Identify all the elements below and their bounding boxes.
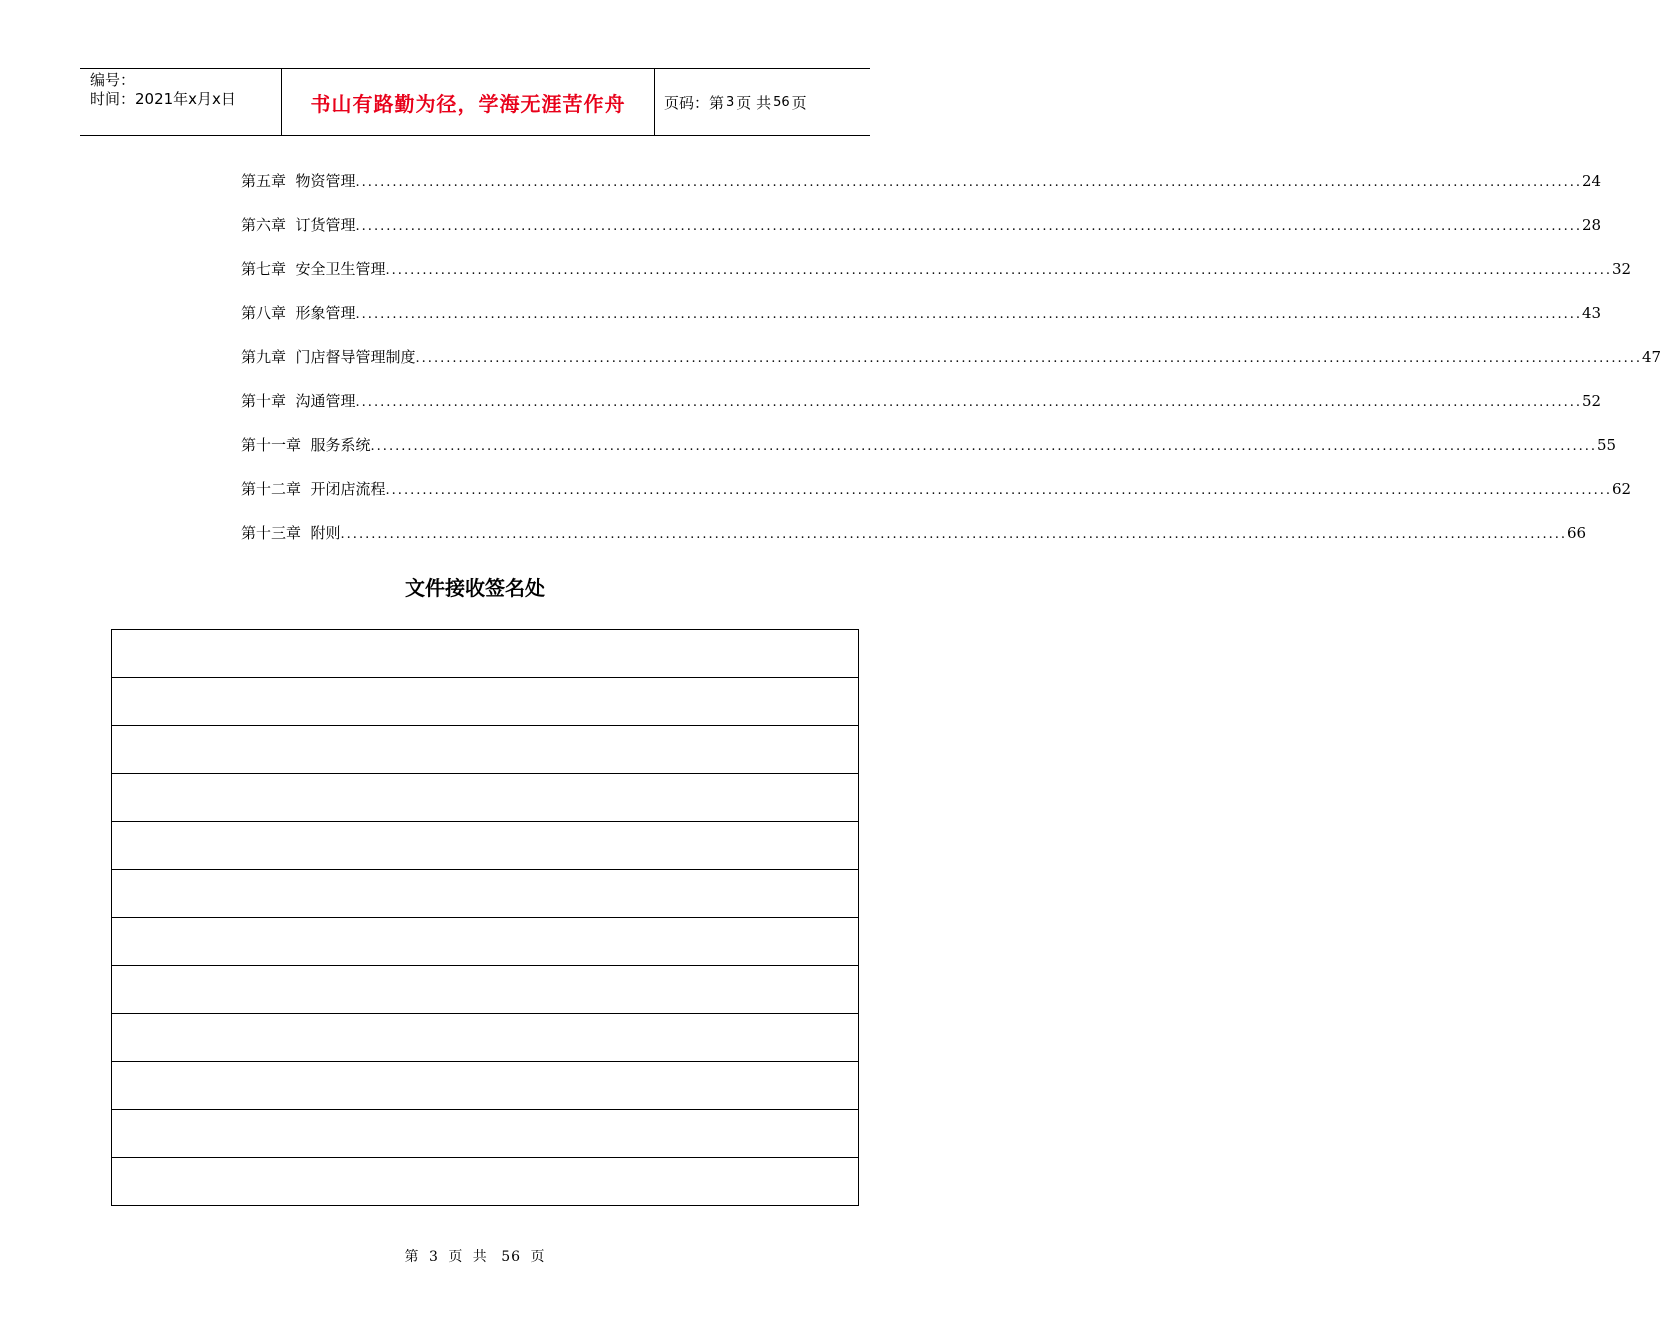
toc-leader-dots: ........................................................................................................................................................................................................ bbox=[340, 527, 1568, 542]
toc-entry-title: 第十二章 开闭店流程 bbox=[241, 480, 386, 498]
toc-entry[interactable] bbox=[241, 166, 1602, 210]
toc-entry-page: 55 bbox=[1597, 436, 1617, 454]
signature-row bbox=[112, 630, 859, 678]
toc-entry-page: 62 bbox=[1612, 480, 1632, 498]
toc-leader-dots: ........................................................................................................................................................................................................ bbox=[355, 175, 1583, 190]
footer-page-total: 56 bbox=[501, 1249, 522, 1265]
toc-entry-title: 第十一章 服务系统 bbox=[241, 436, 371, 454]
document-time-label: 时间：2021年x月x日 bbox=[90, 90, 236, 108]
header-page-prefix: 页码：第 bbox=[664, 93, 725, 112]
toc-entry-page: 47 bbox=[1642, 348, 1661, 366]
signature-cell[interactable] bbox=[112, 678, 859, 726]
header-meta bbox=[80, 69, 282, 135]
signature-cell[interactable] bbox=[112, 966, 859, 1014]
signature-row bbox=[112, 822, 859, 870]
toc-entry[interactable] bbox=[241, 298, 1602, 342]
signature-cell[interactable] bbox=[112, 822, 859, 870]
toc-entry-title: 第七章 安全卫生管理 bbox=[241, 260, 386, 278]
footer-mid2: 共 bbox=[472, 1249, 488, 1265]
signature-row bbox=[112, 774, 859, 822]
toc-entry-page: 32 bbox=[1612, 260, 1632, 278]
signature-row bbox=[112, 726, 859, 774]
toc-entry[interactable] bbox=[241, 474, 1632, 518]
toc-entry-title: 第十三章 附则 bbox=[241, 524, 341, 542]
toc-leader-dots: ........................................................................................................................................................................................................ bbox=[355, 307, 1583, 322]
signature-cell[interactable] bbox=[112, 774, 859, 822]
page-header bbox=[80, 68, 870, 136]
header-motto: 书山有路勤为径，学海无涯苦作舟 bbox=[282, 69, 655, 135]
signature-row bbox=[112, 1158, 859, 1206]
signature-row bbox=[112, 678, 859, 726]
toc-leader-dots: ........................................................................................................................................................................................................ bbox=[385, 263, 1613, 278]
toc-leader-dots: ........................................................................................................................................................................................................ bbox=[370, 439, 1598, 454]
signature-cell[interactable] bbox=[112, 726, 859, 774]
signature-section-title: 文件接收签名处 bbox=[405, 576, 545, 600]
footer-mid1: 页 bbox=[448, 1249, 464, 1265]
toc-leader-dots: ........................................................................................................................................................................................................ bbox=[415, 351, 1643, 366]
toc-entry-title: 第六章 订货管理 bbox=[241, 216, 356, 234]
toc-entry-title: 第八章 形象管理 bbox=[241, 304, 356, 322]
signature-cell[interactable] bbox=[112, 1158, 859, 1206]
signature-row bbox=[112, 1062, 859, 1110]
toc-entry[interactable] bbox=[241, 210, 1602, 254]
footer-page-current: 3 bbox=[428, 1249, 439, 1265]
toc-entry[interactable] bbox=[241, 342, 1661, 386]
toc-entry-page: 28 bbox=[1582, 216, 1602, 234]
signature-cell[interactable] bbox=[112, 1110, 859, 1158]
signature-cell[interactable] bbox=[112, 918, 859, 966]
toc-entry-title: 第九章 门店督导管理制度 bbox=[241, 348, 416, 366]
document-number-label: 编号： bbox=[90, 71, 136, 89]
header-page-current: 3 bbox=[726, 94, 735, 110]
signature-cell[interactable] bbox=[112, 870, 859, 918]
toc-entry-title: 第十章 沟通管理 bbox=[241, 392, 356, 410]
signature-row bbox=[112, 1014, 859, 1062]
header-page-total: 56 bbox=[773, 94, 790, 110]
signature-cell[interactable] bbox=[112, 1014, 859, 1062]
signature-cell[interactable] bbox=[112, 630, 859, 678]
toc-entry-title: 第五章 物资管理 bbox=[241, 172, 356, 190]
toc-leader-dots: ........................................................................................................................................................................................................ bbox=[355, 219, 1583, 234]
toc-entry-page: 52 bbox=[1582, 392, 1602, 410]
toc-entry-page: 66 bbox=[1567, 524, 1587, 542]
header-page-suffix: 页 bbox=[791, 93, 807, 112]
signature-cell[interactable] bbox=[112, 1062, 859, 1110]
footer-suffix: 页 bbox=[530, 1249, 546, 1265]
toc-leader-dots: ........................................................................................................................................................................................................ bbox=[385, 483, 1613, 498]
toc-entry[interactable] bbox=[241, 386, 1602, 430]
toc-leader-dots: ........................................................................................................................................................................................................ bbox=[355, 395, 1583, 410]
header-page-info bbox=[655, 69, 870, 135]
signature-row bbox=[112, 870, 859, 918]
toc-entry-page: 43 bbox=[1582, 304, 1602, 322]
signature-row bbox=[112, 966, 859, 1014]
toc-entry[interactable] bbox=[241, 518, 1587, 562]
toc-entry[interactable] bbox=[241, 254, 1632, 298]
header-page-mid: 页 共 bbox=[736, 93, 772, 112]
page-footer bbox=[0, 1246, 950, 1266]
toc-entry[interactable] bbox=[241, 430, 1617, 474]
signature-table bbox=[111, 629, 859, 1206]
signature-row bbox=[112, 918, 859, 966]
footer-prefix: 第 bbox=[404, 1249, 420, 1265]
toc-entry-page: 24 bbox=[1582, 172, 1602, 190]
table-of-contents bbox=[241, 166, 1661, 562]
signature-row bbox=[112, 1110, 859, 1158]
